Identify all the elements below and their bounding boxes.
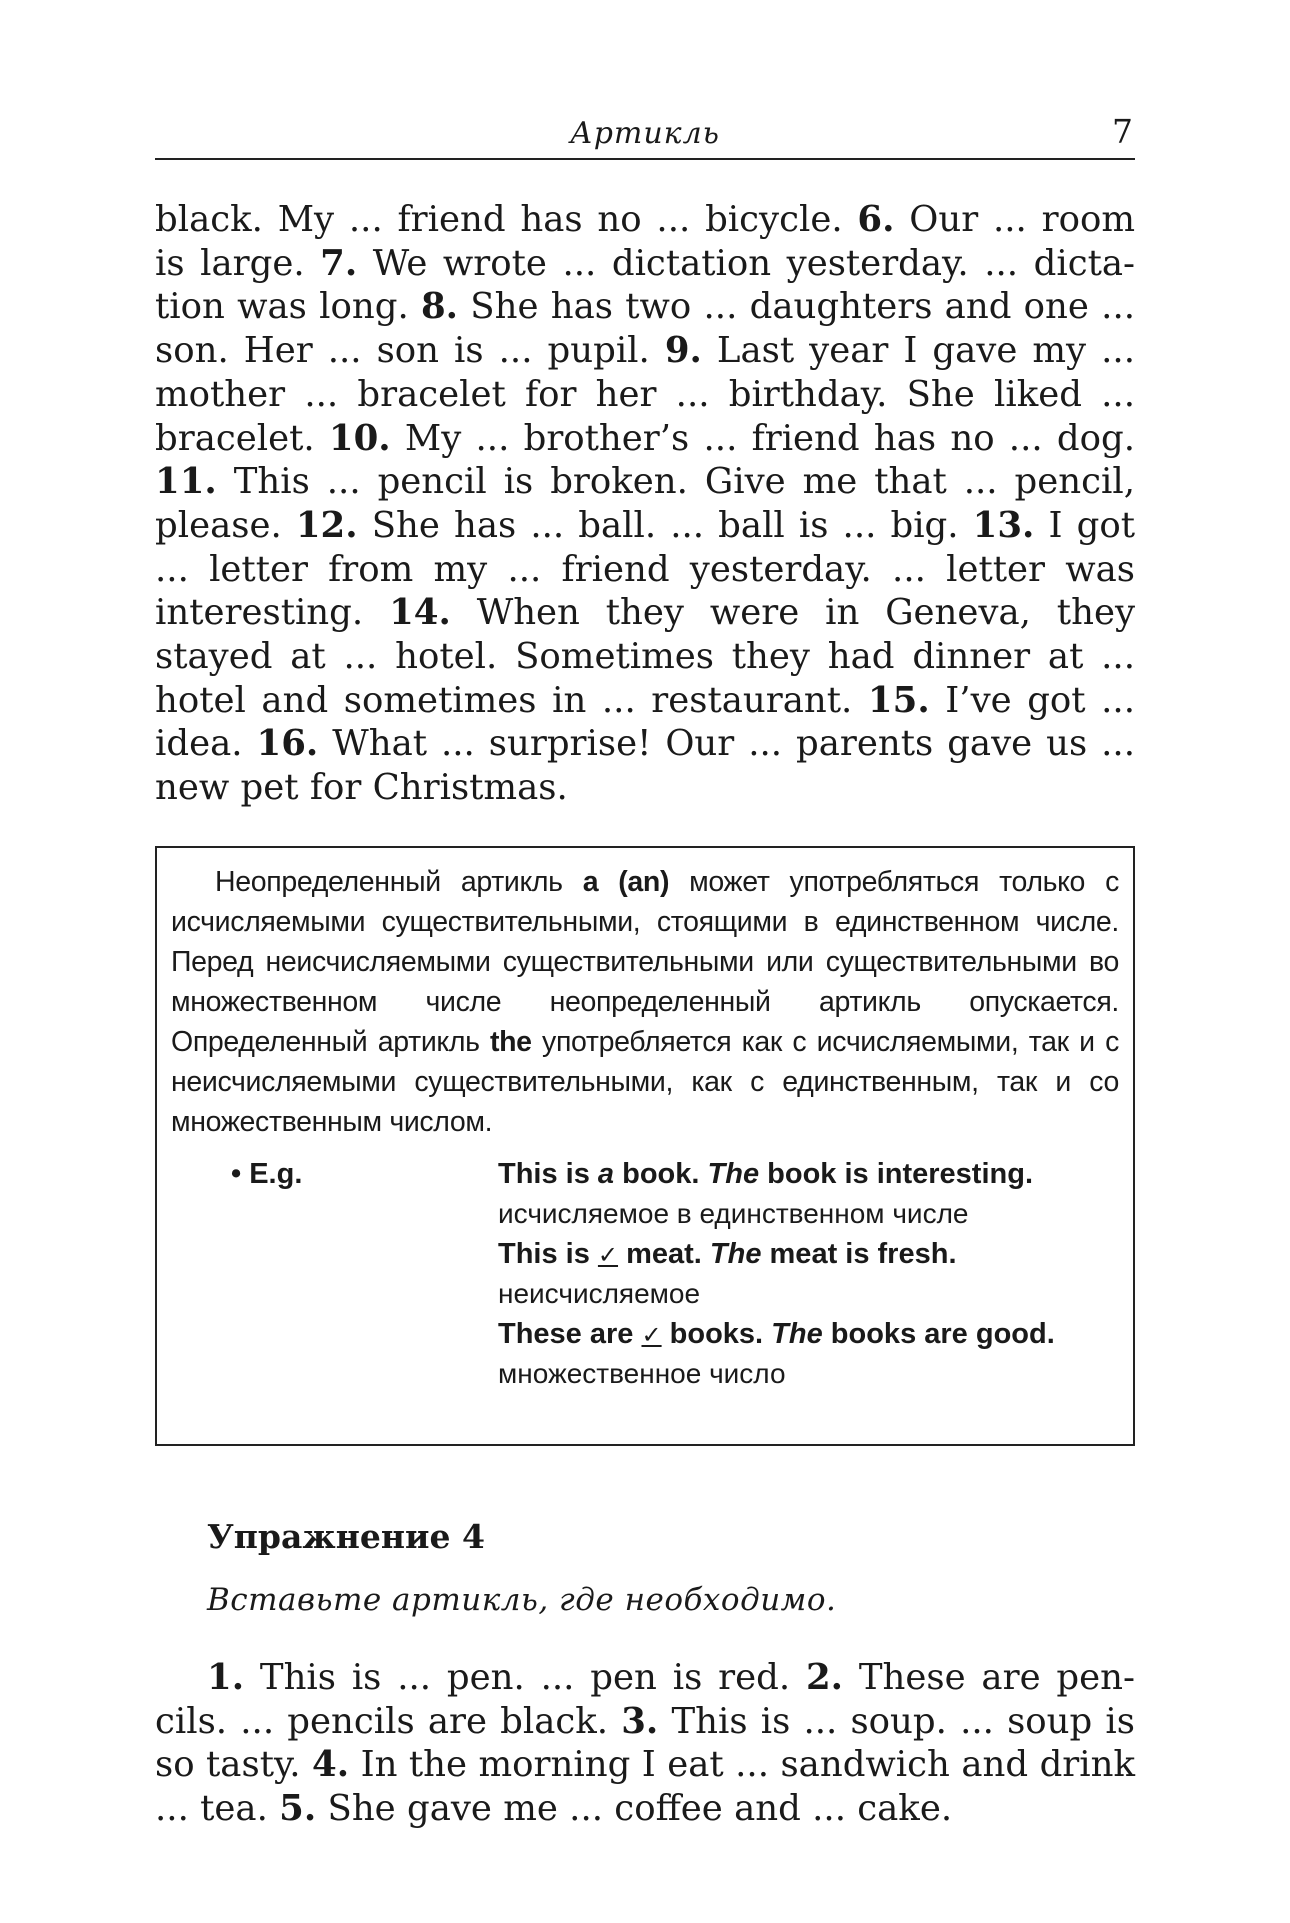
rule-examples xyxy=(171,1154,1119,1394)
exercise-4-heading: Упражнение 4 xyxy=(207,1517,485,1556)
exercise-4-instruction: Вставьте артикль, где необходимо. xyxy=(207,1582,837,1618)
grammar-rule-box xyxy=(155,846,1135,1446)
checkmark-icon: ✓ xyxy=(597,1242,619,1269)
eg-label: • E.g. xyxy=(231,1158,303,1190)
example-note: множественное число xyxy=(498,1358,786,1389)
example-lines xyxy=(498,1154,1119,1394)
exercise-4-text: 1. This is ... pen. ... pen is red. 2. These are pencils. ... pencils are black. 3. This is ... soup. ... soup is so tasty. 4. In the morning I eat ... sandwich and drink ... tea. 5. She gave me ... coffee and ... cake. xyxy=(155,1657,1135,1830)
example-sentence: This is a book. The book is interesting. xyxy=(498,1158,1034,1190)
running-header xyxy=(155,112,1135,160)
example-sentence: This is ✓ meat. The meat is fresh. xyxy=(498,1238,957,1270)
example-note: неисчисляемое xyxy=(498,1278,701,1309)
checkmark-icon: ✓ xyxy=(641,1322,662,1349)
example-note: исчисляемое в единственном числе xyxy=(498,1198,969,1229)
exercise-3-continuation: black. My ... friend has no ... bicycle. 6. Our ... room is large. 7. We wrote ... dictation yesterday. ... dictation was long. 8. She has two ... daughters and one ... son. Her ... son is ... pupil. 9. Last year I gave my ... mother ... bracelet for her ... birthday. She liked ... bracelet. 10. My ... brother’s ... friend has no ... dog. 11. This ... pencil is broken. Give me that ... pencil, please. 12. She has ... ball. ... ball is ... big. 13. I got ... letter from my ... friend yesterday. ... letter was interesting. 14. When they were in Geneva, they stayed at ... hotel. Sometimes they had dinner at ... hotel and sometimes in ... restaurant. 15. I’ve got ... idea. 16. What ... surprise! Our ... parents gave us ... new pet for Christmas. xyxy=(155,199,1136,809)
chapter-title: Артикль xyxy=(569,116,721,151)
page-number: 7 xyxy=(1112,112,1133,151)
example-sentence: These are ✓ books. The books are good. xyxy=(498,1318,1055,1350)
rule-text: Неопределенный артикль a (an) может употребляться только с исчисляемыми существительными, стоящими в единственном числе. Перед неисчисляемыми существительными или существительными во множественном числе неопределенный артикль опускается. Определенный артикль the употребляется как с исчисляемыми, так и с неисчисляемыми существительными, как с единственным, так и со множественным числом. xyxy=(171,866,1119,1138)
